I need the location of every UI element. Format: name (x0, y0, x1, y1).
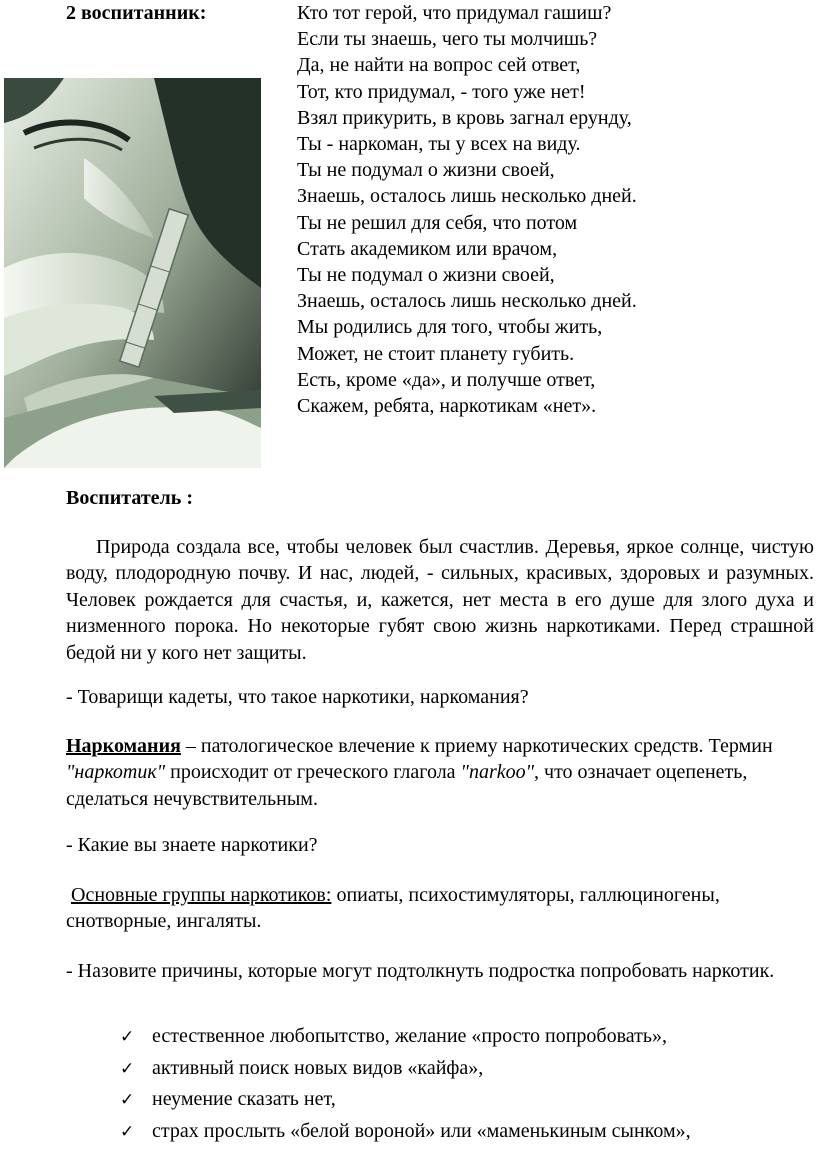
poem-line: Ты не решил для себя, что потом (297, 211, 578, 234)
intro-paragraph: Природа создала все, чтобы человек был счастлив. Деревья, яркое солнце, чистую воду, плодородную почву. И нас, людей, - сильных, красивых, здоровых и разумных. Человек рождается для счастья, и, кажется, нет места в его душе для злого духа и низменного порока. Но некоторые губят свою жизнь наркотиками. Перед страшной бедой ни у кого нет защиты. (66, 536, 814, 664)
list-item (120, 1116, 691, 1148)
drug-groups-label: Основные группы наркотиков: (71, 884, 332, 906)
anti-drug-photo (4, 78, 261, 468)
poem-line: Ты - наркоман, ты у всех на виду. (297, 133, 581, 156)
poem-line: Кто тот герой, что придумал гашиш? (297, 2, 612, 24)
definition-word-ru: "наркотик" (66, 761, 166, 784)
list-item (120, 1084, 691, 1116)
poem-line: Если ты знаешь, чего ты молчишь? (297, 28, 598, 51)
check-icon: ✓ (120, 1090, 135, 1110)
check-icon: ✓ (120, 1027, 135, 1047)
question-what-are-drugs: - Товарищи кадеты, что такое наркотики, наркомания? (66, 686, 529, 708)
list-item (120, 1021, 691, 1053)
list-item (120, 1053, 691, 1085)
check-icon: ✓ (120, 1058, 135, 1079)
check-icon: ✓ (120, 1121, 135, 1142)
definition-text: происходит от греческого глагола (165, 761, 461, 784)
list-item-text: активный поиск новых видов «кайфа», (152, 1056, 484, 1079)
poem-line: Может, не стоит планету губить. (297, 342, 575, 365)
speaker-label: 2 воспитанник: (66, 2, 207, 24)
poem-line: Мы родились для того, чтобы жить, (297, 316, 603, 339)
list-item-text: страх прослыть «белой вороной» или «маменькиным сынком», (152, 1119, 691, 1142)
poem-line: Стать академиком или врачом, (297, 237, 558, 260)
poem (297, 0, 637, 419)
poem-line: Есть, кроме «да», и получше ответ, (297, 368, 596, 391)
question-which-drugs: - Какие вы знаете наркотики? (66, 834, 318, 856)
poem-line: Знаешь, осталось лишь несколько дней. (297, 290, 637, 313)
poem-line: Ты не подумал о жизни своей, (297, 264, 555, 287)
definition-paragraph (66, 733, 816, 812)
list-item-text: естественное любопытство, желание «просто попробовать», (152, 1025, 667, 1047)
question-reasons: - Назовите причины, которые могут подтолкнуть подростка попробовать наркотик. (66, 960, 775, 982)
poem-line: Тот, кто придумал, - того уже нет! (297, 80, 586, 103)
teacher-label: Воспитатель : (66, 487, 193, 509)
poem-line: Взял прикурить, в кровь загнал ерунду, (297, 106, 632, 129)
definition-term: Наркомания (66, 735, 181, 757)
poem-line: Знаешь, осталось лишь несколько дней. (297, 185, 637, 208)
list-item-text: неумение сказать нет, (152, 1088, 336, 1110)
poem-line: Ты не подумал о жизни своей, (297, 159, 555, 182)
definition-text: – патологическое влечение к приему наркотических средств. Термин (180, 735, 773, 757)
poem-line: Да, не найти на вопрос сей ответ, (297, 54, 581, 77)
definition-text: , что означает оцепенеть, сделаться нечувствительным. (66, 761, 748, 810)
illustration-photo (4, 78, 261, 468)
definition-word-gr: "narkoo" (460, 761, 535, 784)
poem-line: Скажем, ребята, наркотикам «нет». (297, 395, 597, 418)
reasons-checklist (120, 1021, 691, 1147)
drug-groups-text: опиаты, психостимуляторы, галлюциногены, снотворные, ингаляты. (66, 884, 720, 933)
drug-groups-paragraph (66, 882, 816, 935)
